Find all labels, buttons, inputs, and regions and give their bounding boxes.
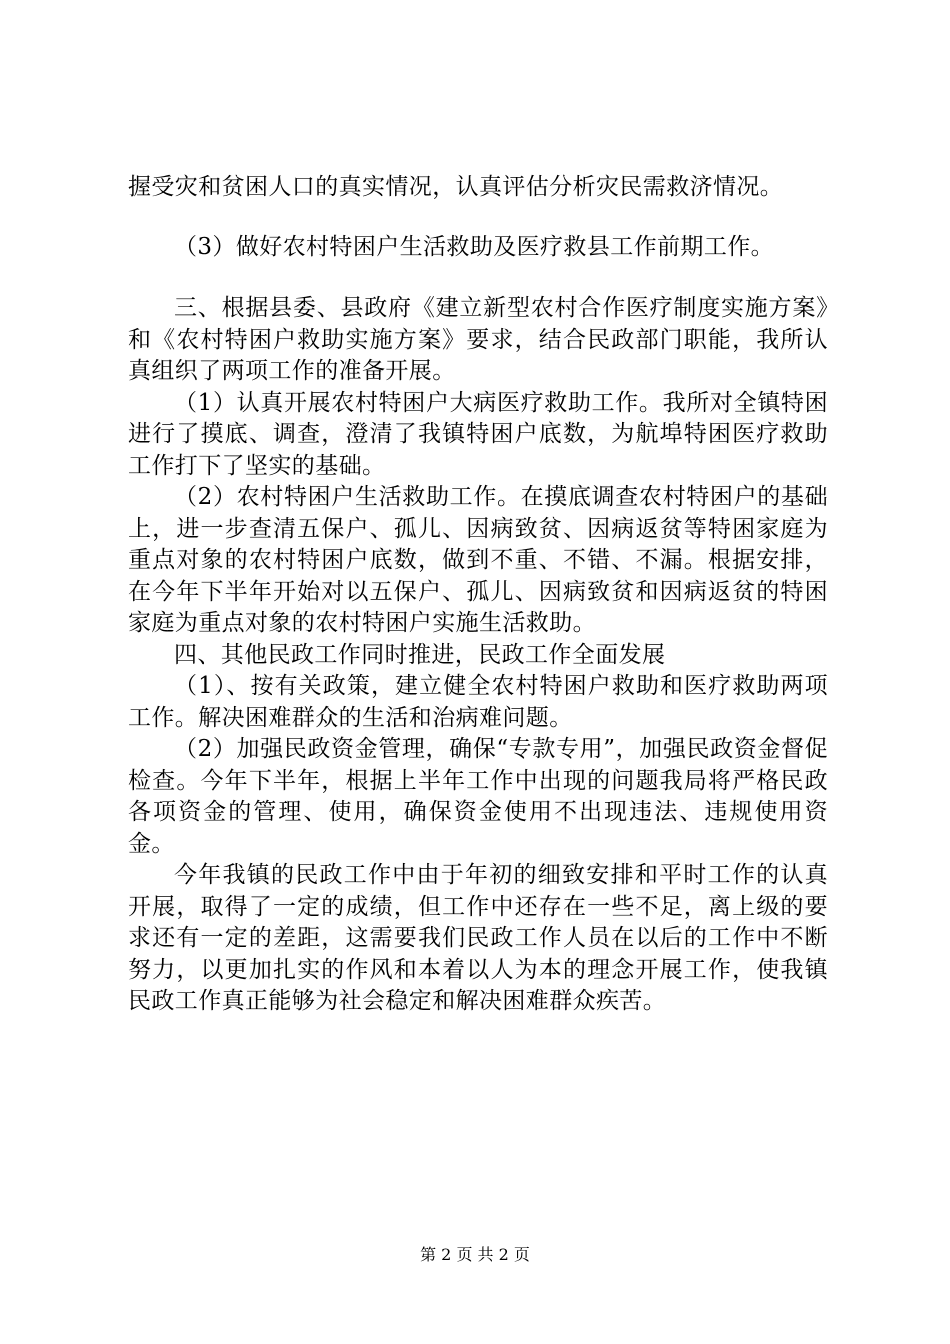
paragraph-continuation: 握受灾和贫困人口的真实情况，认真评估分析灾民需救济情况。 (128, 174, 784, 200)
document-body (128, 172, 828, 1018)
paragraph-item-3: （3）做好农村特困户生活救助及医疗救县工作前期工作。 (174, 233, 775, 260)
paragraph-policy: （1）、按有关政策，建立健全农村特困户救助和医疗救助两项工作。解决困难群众的生活和治病难问题。 (128, 673, 828, 731)
paragraph-conclusion: 今年我镇的民政工作中由于年初的细致安排和平时工作的认真开展，取得了一定的成绩，但工作中还存在一些不足，离上级的要求还有一定的差距，这需要我们民政工作人员在以后的工作中不断努力，以更加扎实的作风和本着以人为本的理念开展工作，使我镇民政工作真正能够为社会稳定和解决困难群众疾苦。 (128, 862, 828, 1014)
paragraph-living-aid: （2）农村特困户生活救助工作。在摸底调查农村特困户的基础上，进一步查清五保户、孤儿、因病致贫、因病返贫等特困家庭为重点对象的农村特困户底数，做到不重、不错、不漏。根据安排，在今年下半年开始对以五保户、孤儿、因病致贫和因病返贫的特困家庭为重点对象的农村特困户实施生活救助。 (128, 484, 828, 636)
paragraph-funds: （2）加强民政资金管理，确保“专款专用”，加强民政资金督促检查。今年下半年，根据上半年工作中出现的问题我局将严格民政各项资金的管理、使用，确保资金使用不出现违法、违规使用资金。 (128, 736, 828, 857)
paragraph-medical-aid: （1）认真开展农村特困户大病医疗救助工作。我所对全镇特困进行了摸底、调查，澄清了我镇特困户底数，为航埠特困医疗救助工作打下了坚实的基础。 (128, 389, 828, 479)
page-footer: 第 2 页 共 2 页 (420, 1245, 530, 1264)
paragraph-section-four: 四、其他民政工作同时推进，民政工作全面发展 (174, 641, 666, 668)
paragraph-section-three: 三、根据县委、县政府《建立新型农村合作医疗制度实施方案》和《农村特困户救助实施方案》要求，结合民政部门职能，我所认真组织了两项工作的准备开展。 (128, 295, 828, 384)
